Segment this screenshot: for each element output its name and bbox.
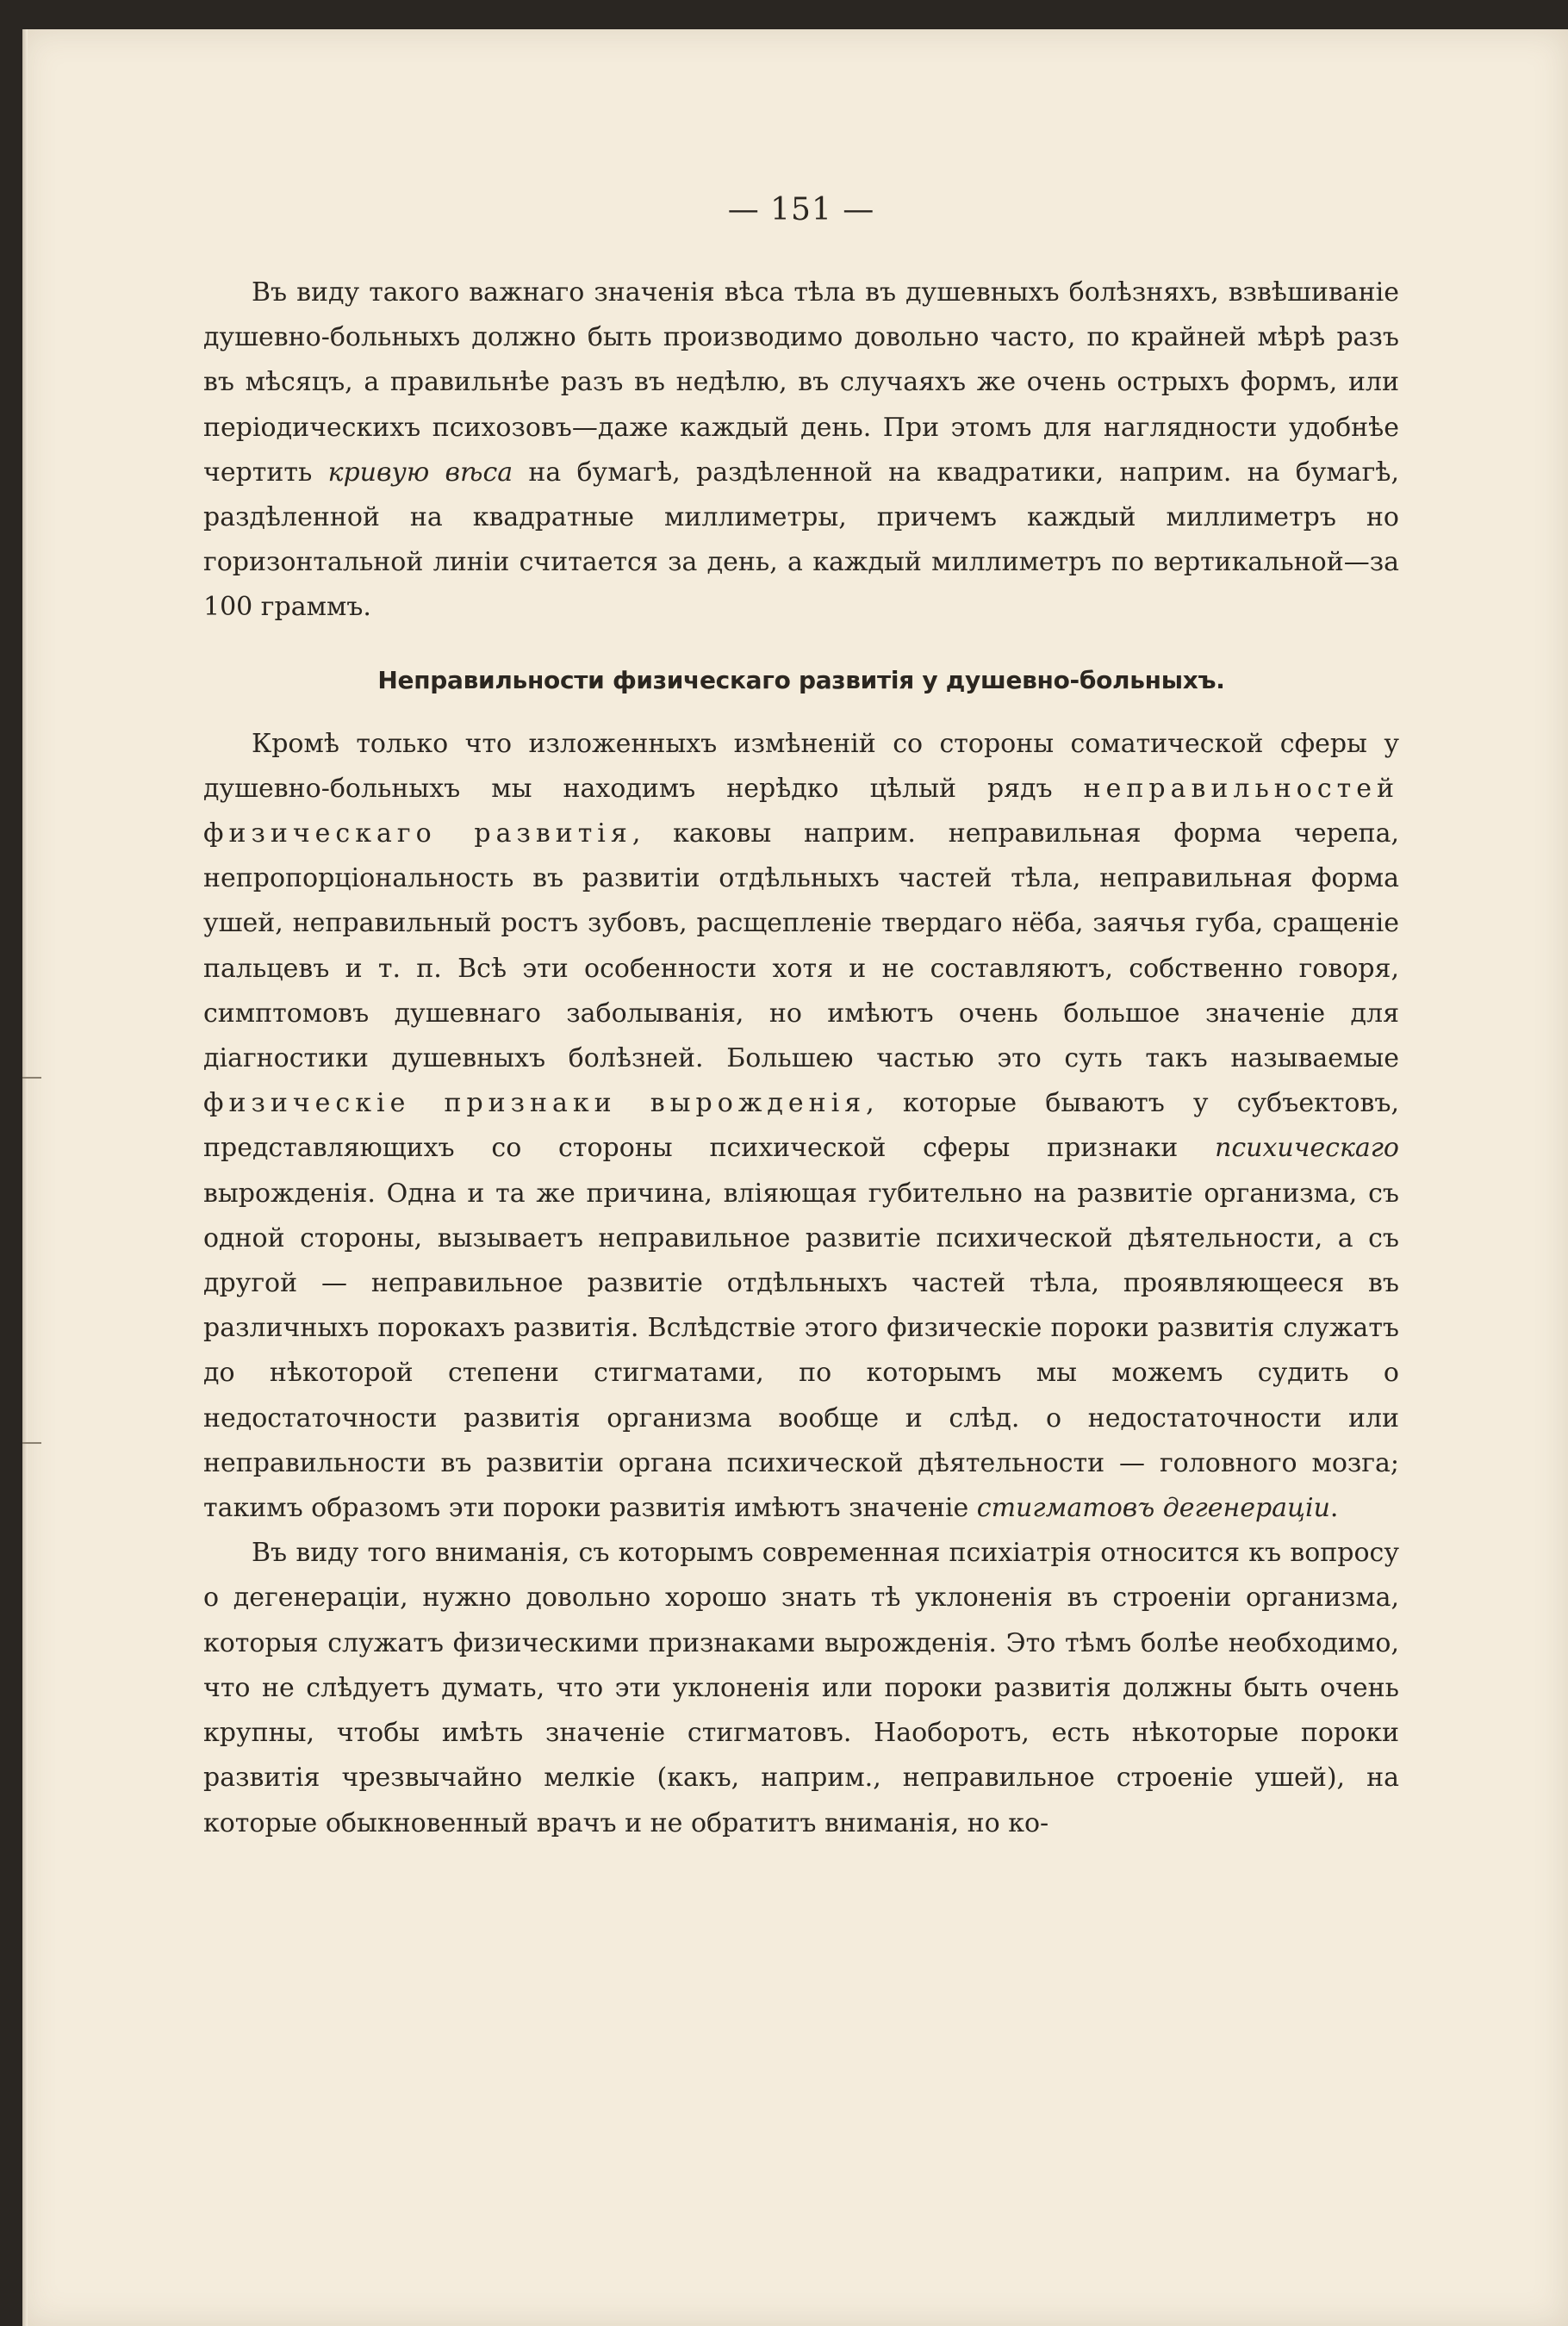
text-run: Кромѣ только что изложенныхъ измѣненій со стороны соматической сферы у душевно-больныхъ мы находимъ нерѣдко цѣлый рядъ [203, 728, 1399, 804]
section-heading: Неправильности физическаго развитія у душевно-больныхъ. [377, 665, 1225, 694]
italic-term: кривую вѣса [327, 457, 513, 488]
paragraph-developmental-anomalies [203, 722, 1399, 1532]
margin-mark [22, 1442, 41, 1444]
page-edge-shadow [22, 29, 28, 2326]
margin-mark [22, 1077, 41, 1079]
spaced-term: неправильностей физическаго развитія [203, 773, 1399, 849]
text-run: на бумагѣ, раздѣленной на квадратики, наприм. на бумагѣ, раздѣленной на квадратные миллиметры, причемъ каждый миллиметръ но горизонтальной линіи считается за день, а каждый миллиметръ по вертикальной—за 100 граммъ. [203, 457, 1399, 623]
text-run: . [1329, 1493, 1339, 1524]
page-text [203, 184, 1399, 1846]
italic-term: стигматовъ дегенераціи [976, 1493, 1330, 1524]
spaced-term: физическіе признаки вырожденія [203, 1088, 867, 1119]
text-run: , которые бываютъ у субъектовъ, представляющихъ со стороны психической сферы признаки [203, 1088, 1399, 1164]
paragraph-weight-measurement [203, 271, 1399, 631]
scanned-book-page [22, 29, 1568, 2326]
text-run: , каковы наприм. неправильная форма черепа, непропорціональность въ развитіи отдѣльныхъ частей тѣла, неправильная форма ушей, неправильный ростъ зубовъ, расщепленіе твердаго нёба, заячья губа, сращеніе пальцевъ и т. п. Всѣ эти особенности хотя и не составляютъ, собственно говоря, симптомовъ душевнаго заболыванія, но имѣютъ очень большое значеніе для діагностики душевныхъ болѣзней. Большею частью это суть такъ называемые [203, 818, 1399, 1074]
page-number: — 151 — [727, 192, 875, 227]
paragraph-degeneration: Въ виду того вниманія, съ которымъ современная психіатрія относится къ вопросу о дегенераціи, нужно довольно хорошо знать тѣ уклоненія въ строеніи организма, которыя служатъ физическими признаками вырожденія. Это тѣмъ болѣе необходимо, что не слѣдуетъ думать, что эти уклоненія или пороки развитія должны быть очень крупны, чтобы имѣть значеніе стигматовъ. Наоборотъ, есть нѣкоторые пороки развитія чрезвычайно мелкіе (какъ, наприм., неправильное строеніе ушей), на которые обыкновенный врачъ и не обратитъ вниманія, но ко- [203, 1538, 1399, 1838]
italic-term: психическаго [1215, 1133, 1399, 1164]
text-run: Въ виду такого важнаго значенія вѣса тѣла въ душевныхъ болѣзняхъ, взвѣшиваніе душевно-больныхъ должно быть производимо довольно часто, по крайней мѣрѣ разъ въ мѣсяцъ, а правильнѣе разъ въ недѣлю, въ случаяхъ же очень острыхъ формъ, или періодическихъ психозовъ—даже каждый день. При этомъ для наглядности удобнѣе чертить [203, 277, 1399, 488]
text-run: вырожденія. Одна и та же причина, вліяющая губительно на развитіе организма, съ одной стороны, вызываетъ неправильное развитіе психической дѣятельности, а съ другой — неправильное развитіе отдѣльныхъ частей тѣла, проявляющееся въ различныхъ порокахъ развитія. Вслѣдствіе этого физическіе пороки развитія служатъ до нѣкоторой степени стигматами, по которымъ мы можемъ судить о недостаточности развитія организма вообще и слѣд. о недостаточности или неправильности въ развитіи органа психической дѣятельности — головного мозга; такимъ образомъ эти пороки развитія имѣютъ значеніе [203, 1178, 1399, 1524]
